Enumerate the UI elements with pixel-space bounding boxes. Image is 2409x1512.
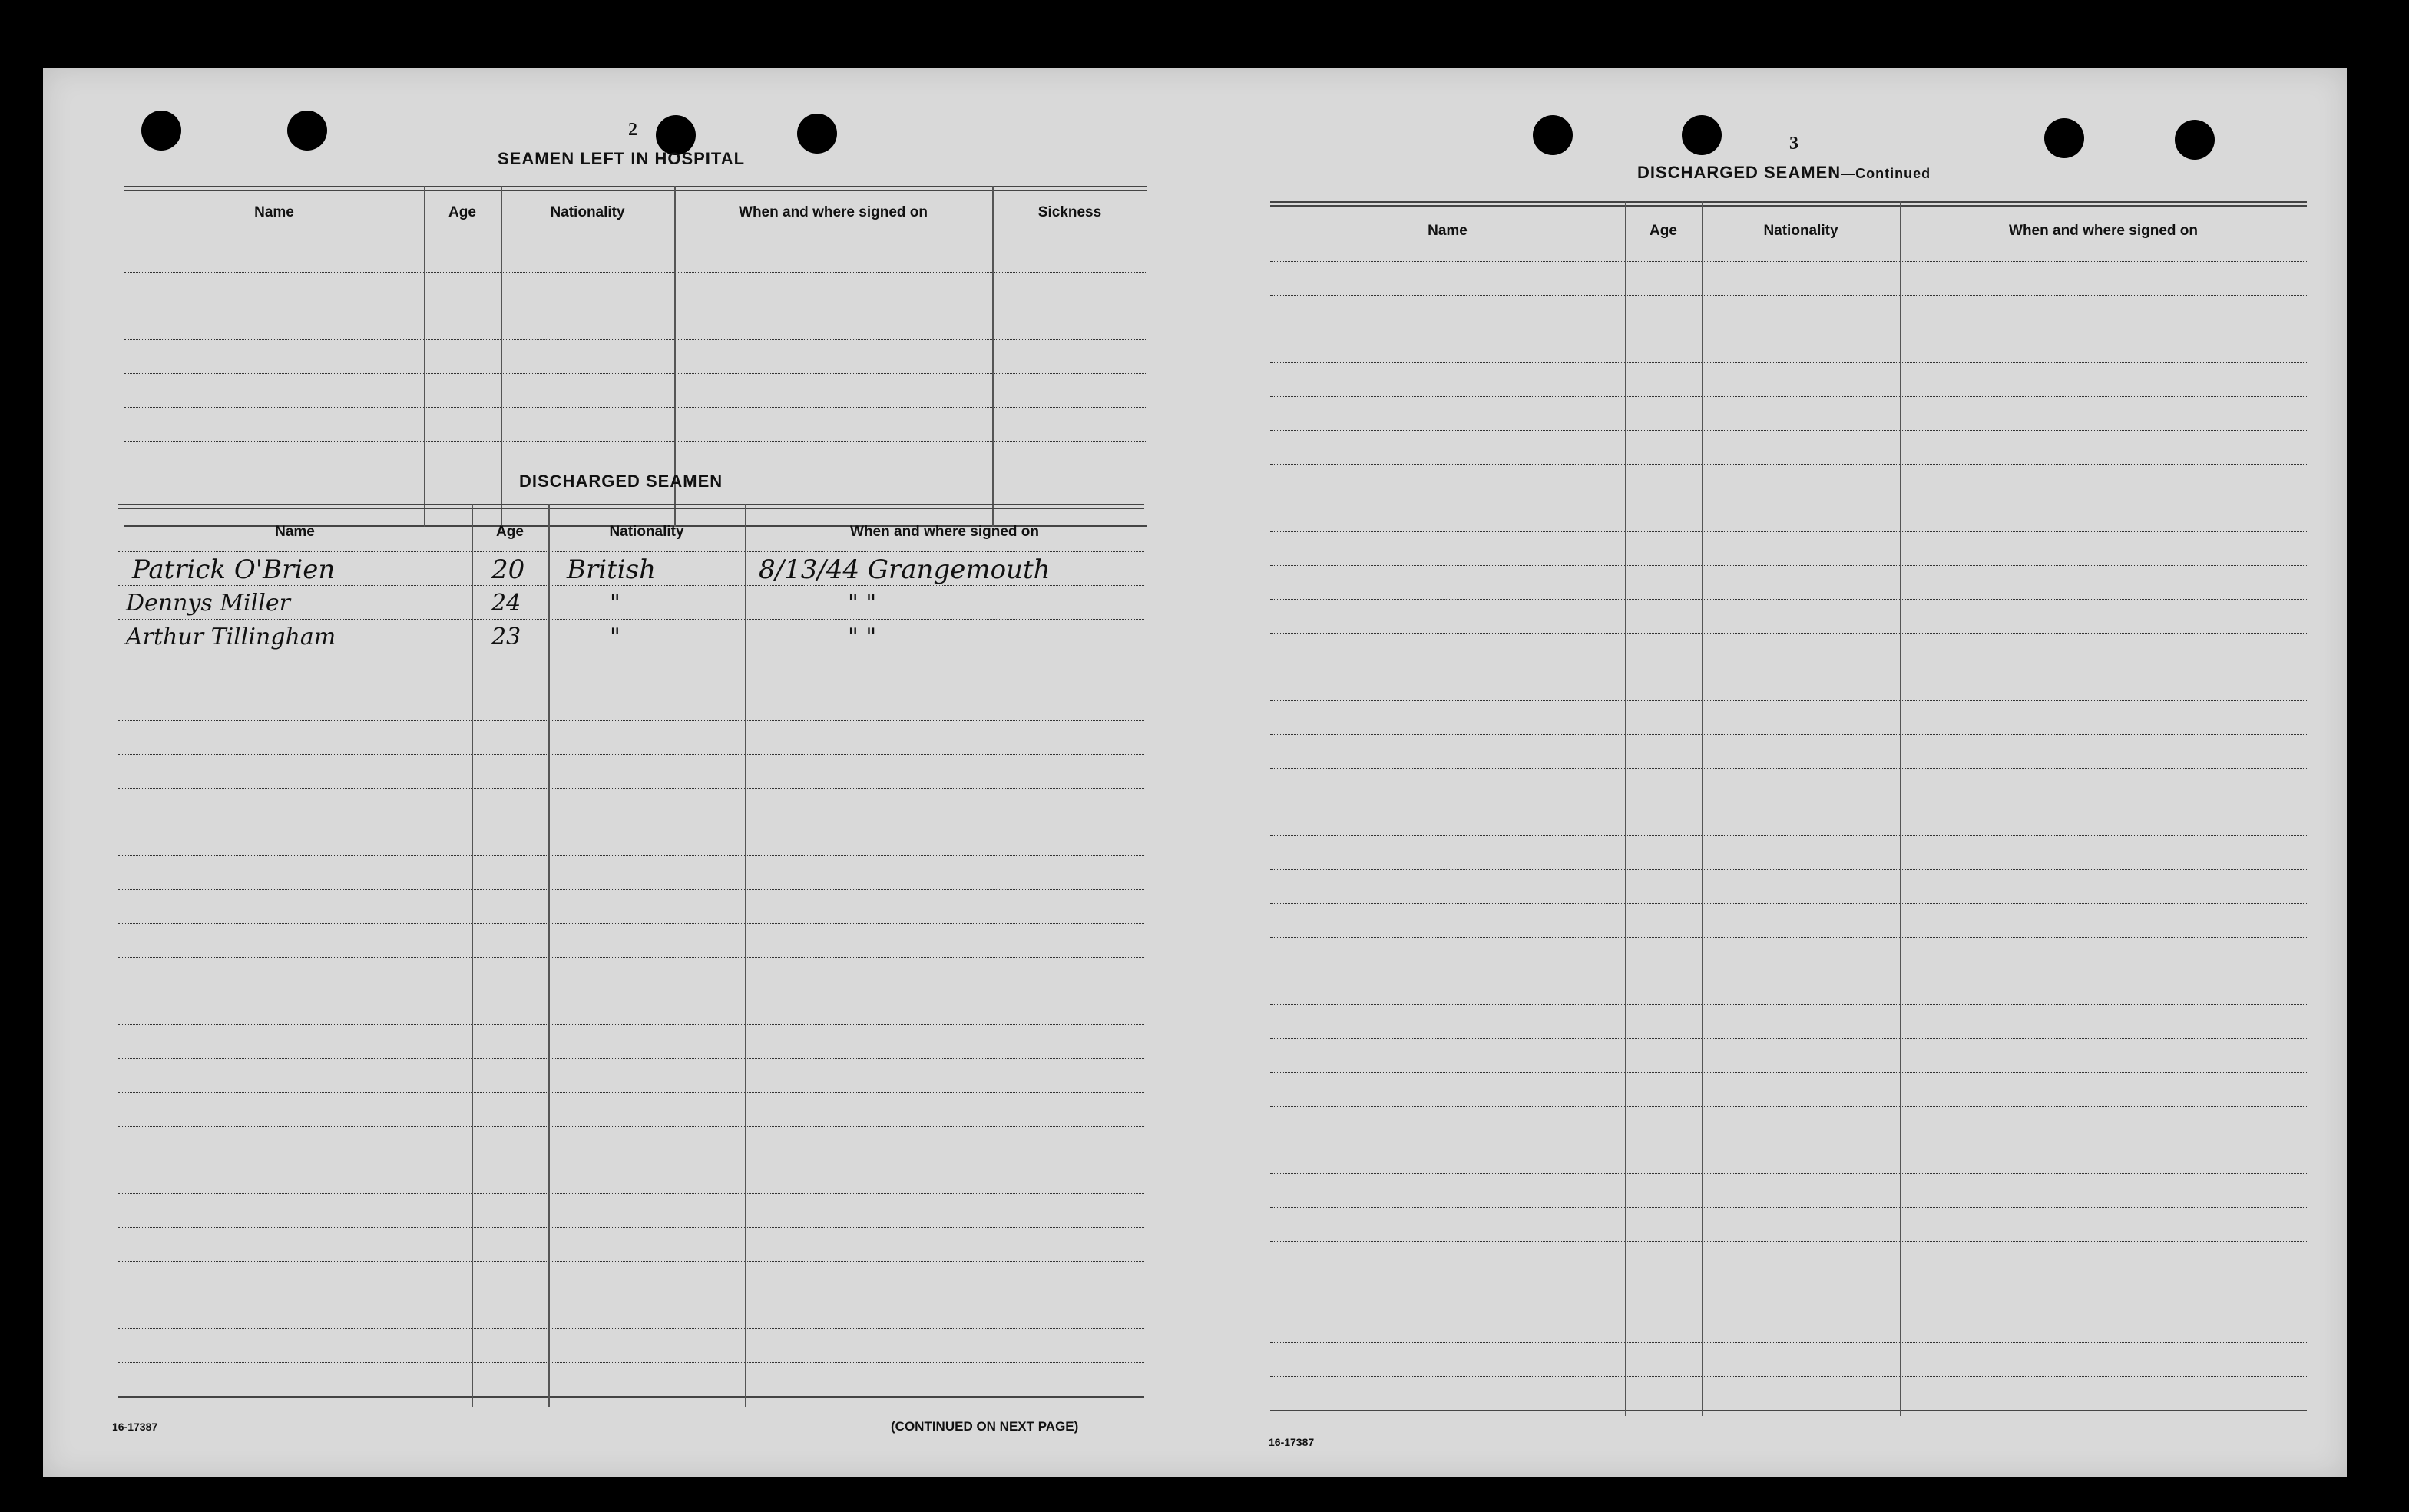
page-number-left: 2 [628,120,637,140]
discharged-table [118,504,1144,1407]
punch-hole [287,111,327,151]
seaman-name: Patrick O'Brien [132,554,336,585]
col-header-name: Name [254,204,294,220]
col-header-nationality: Nationality [609,524,684,540]
punch-hole [1682,115,1722,155]
col-header-signed-on: When and where signed on [739,204,928,220]
hospital-section-title: SEAMEN LEFT IN HOSPITAL [498,149,746,168]
title-text: DISCHARGED SEAMEN [1637,163,1841,182]
form-number-right: 16-17387 [1269,1436,1315,1448]
col-header-nationality: Nationality [1763,223,1838,239]
discharged-continued-table [1270,201,2307,1416]
seaman-nationality: " [610,624,620,650]
seaman-nationality: British [567,554,656,585]
col-header-nationality: Nationality [550,204,625,220]
seaman-age: 20 [491,554,525,585]
seaman-nationality: " [610,590,620,617]
punch-hole [797,114,837,154]
col-header-name: Name [1428,223,1468,239]
col-header-signed-on: When and where signed on [2009,223,2198,239]
seaman-name: Dennys Miller [126,590,290,617]
seaman-age: 23 [491,624,521,650]
col-header-age: Age [448,204,476,220]
col-header-name: Name [275,524,315,540]
col-header-signed-on: When and where signed on [850,524,1039,540]
form-number-left: 16-17387 [112,1421,158,1433]
seaman-signed-on: 8/13/44 Grangemouth [759,554,1051,585]
seaman-signed-on: " " [848,590,877,617]
discharged-section-title: DISCHARGED SEAMEN [519,471,723,491]
col-header-sickness: Sickness [1037,204,1102,220]
continued-note: (CONTINUED ON NEXT PAGE) [891,1419,1079,1434]
discharged-continued-title [1637,163,1931,183]
punch-hole [141,111,181,151]
col-header-age: Age [496,524,524,540]
page-number-right: 3 [1789,134,1798,154]
seaman-name: Arthur Tillingham [126,624,336,650]
title-suffix: —Continued [1841,166,1931,181]
ledger-sheet [43,68,2347,1477]
seaman-signed-on: " " [848,624,877,650]
punch-hole [1533,115,1573,155]
punch-hole [2175,120,2215,160]
col-header-age: Age [1650,223,1677,239]
seaman-age: 24 [491,590,521,617]
punch-hole [2044,118,2084,158]
